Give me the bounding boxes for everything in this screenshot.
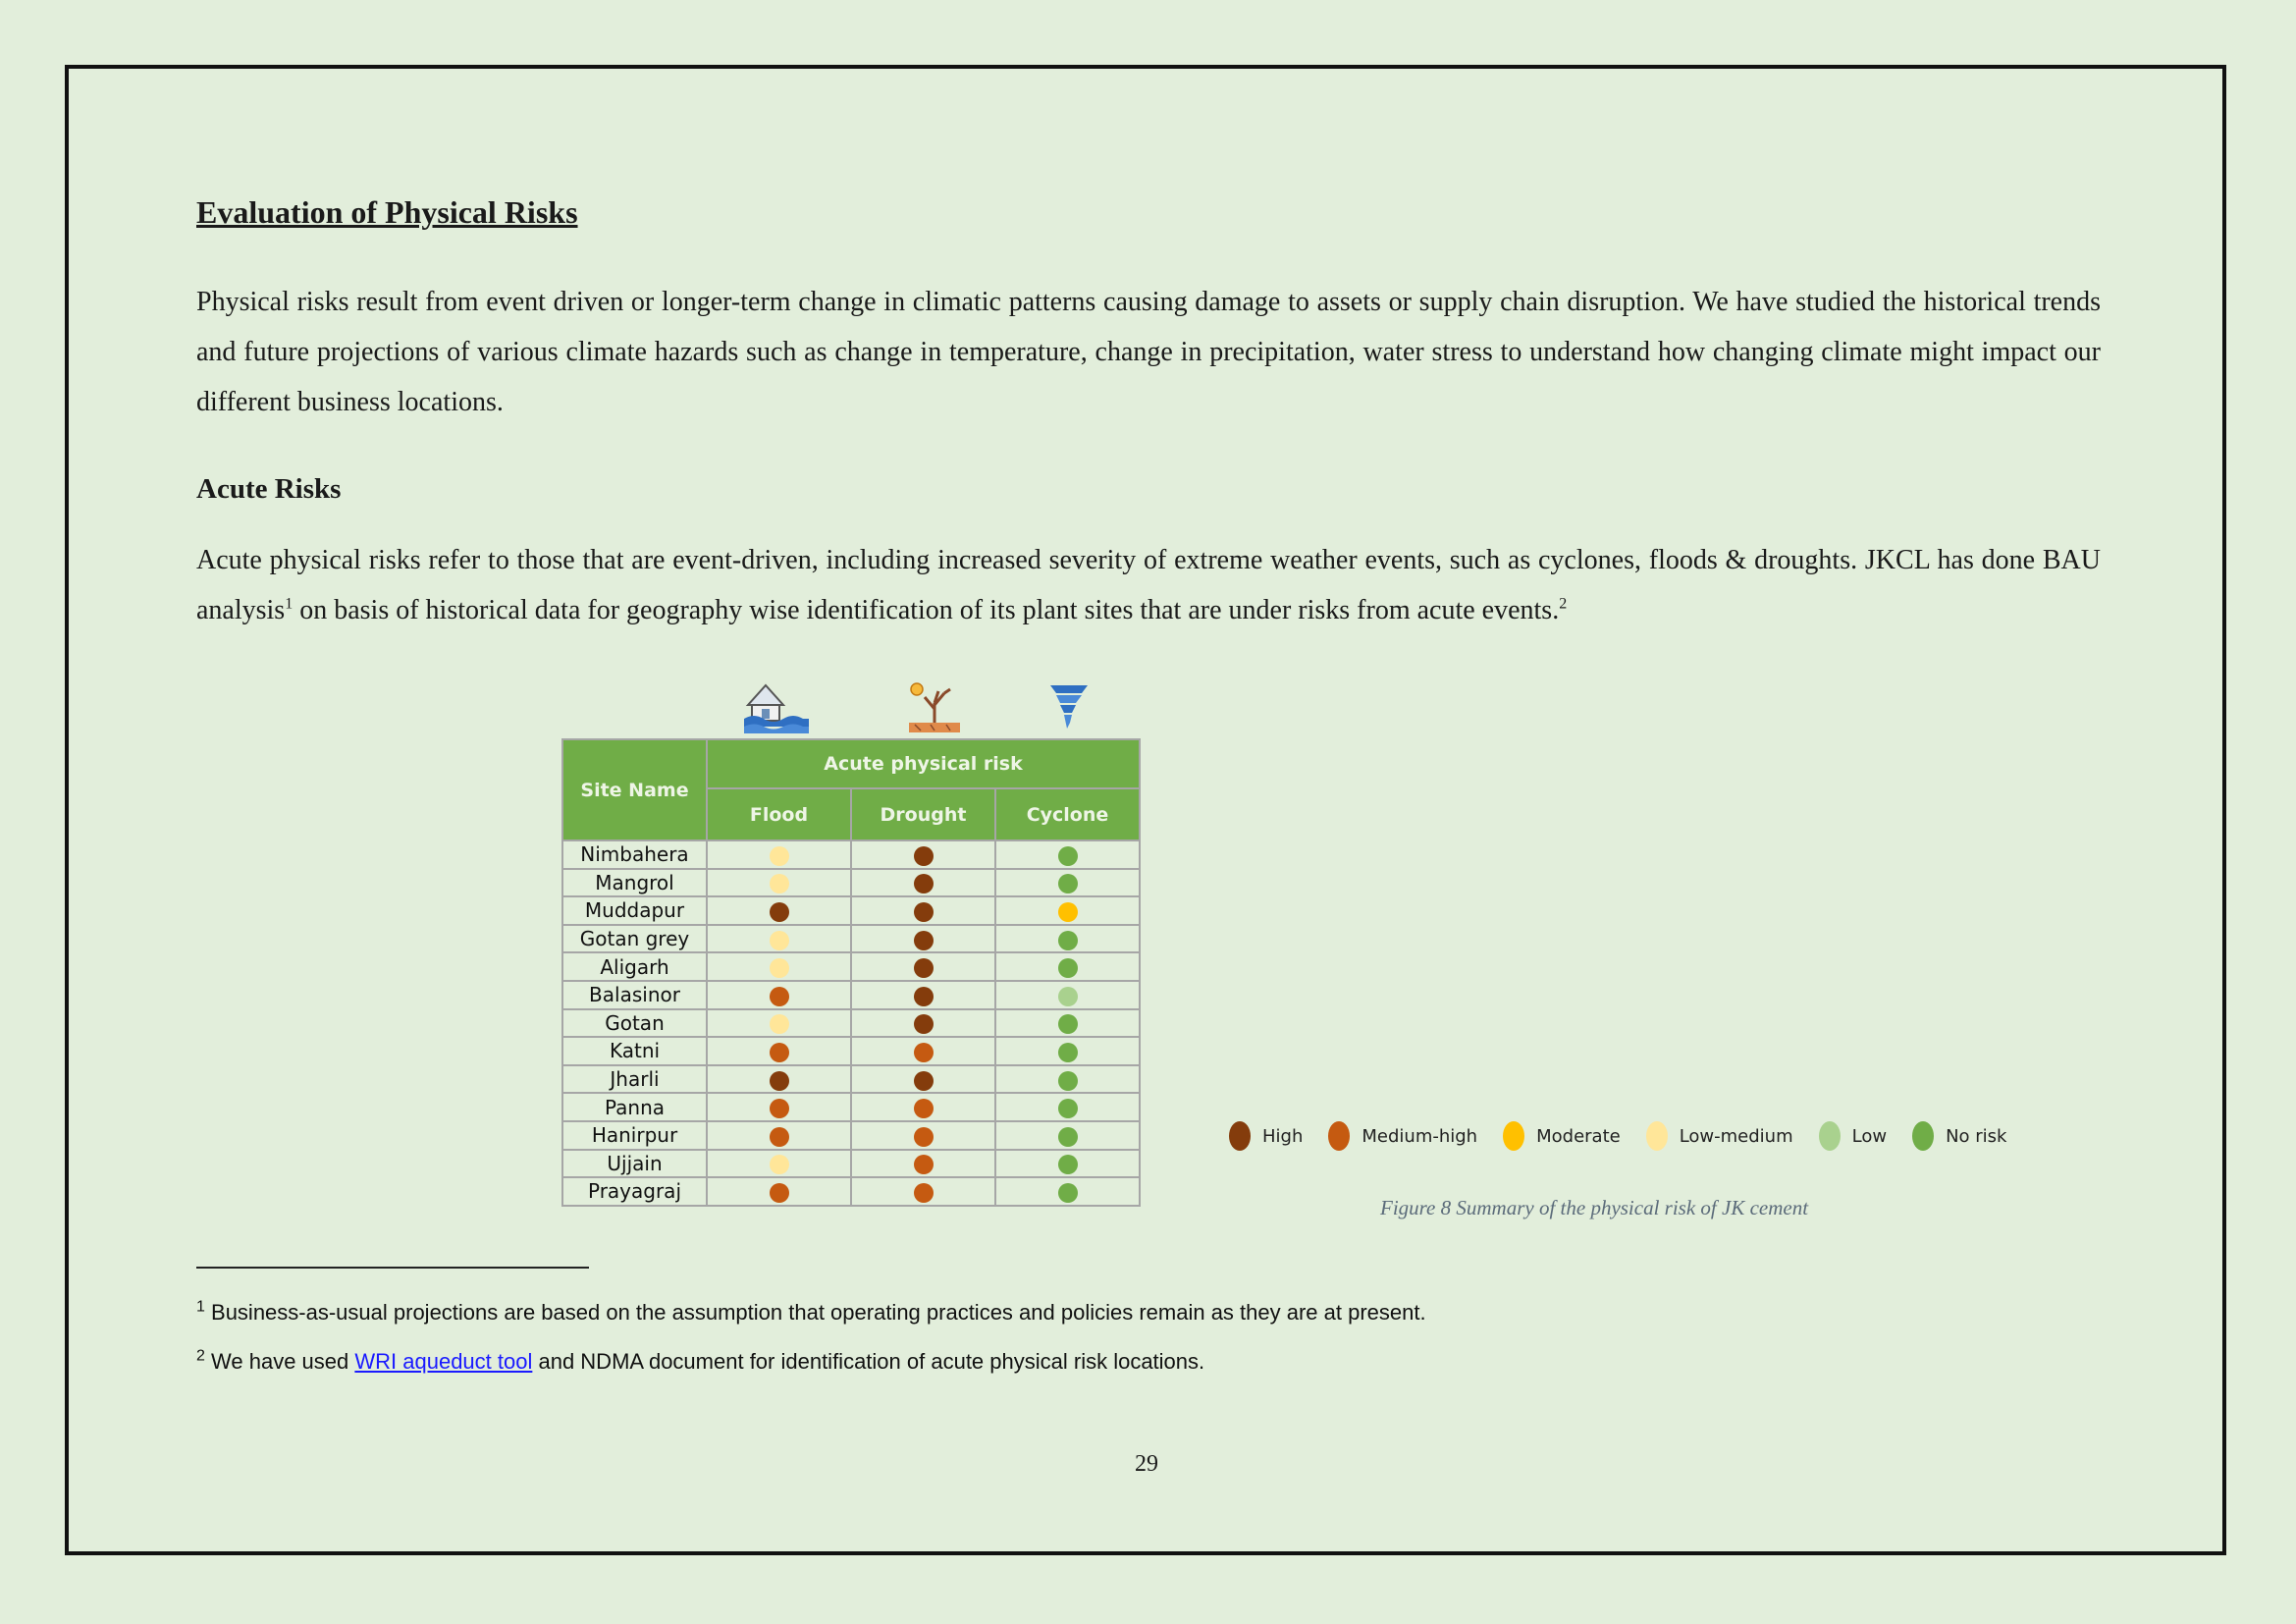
flood-risk-cell	[707, 896, 851, 925]
footnote-1	[196, 1300, 1426, 1326]
acute-risk-table	[561, 738, 1141, 1207]
footnote-1-mark: 1	[196, 1298, 205, 1316]
drought-risk-cell	[851, 1093, 995, 1121]
cyclone-risk-cell	[995, 952, 1140, 981]
table-row	[562, 869, 1140, 897]
table-row	[562, 1037, 1140, 1065]
risk-dot-no-risk	[1058, 958, 1078, 978]
risk-dot-high	[914, 987, 934, 1006]
cyclone-risk-cell	[995, 869, 1140, 897]
risk-table-body	[562, 840, 1140, 1206]
risk-dot-no-risk	[1058, 846, 1078, 866]
page-number: 29	[1135, 1451, 1158, 1477]
risk-dot-low-medium	[770, 874, 789, 893]
risk-dot-no-risk	[1058, 931, 1078, 950]
site-name-cell: Aligarh	[562, 952, 707, 981]
table-row	[562, 1177, 1140, 1206]
risk-dot-no-risk	[1058, 1014, 1078, 1034]
risk-dot-high	[914, 931, 934, 950]
legend-label: High	[1262, 1125, 1304, 1147]
risk-dot-medium-high	[770, 1183, 789, 1203]
risk-dot-no-risk	[1058, 1099, 1078, 1118]
drought-risk-cell	[851, 1150, 995, 1178]
intro-paragraph: Physical risks result from event driven or longer-term change in climatic patterns causing damage to assets or supply chain disruption. We have studied the historical trends and future projections of various climate hazards such as change in temperature, change in precipitation, water stress to understand how changing climate might impact our different business locations.	[196, 287, 2101, 417]
risk-legend	[1229, 1121, 2032, 1151]
legend-dot	[1503, 1121, 1524, 1151]
drought-risk-cell	[851, 1065, 995, 1094]
flood-risk-cell	[707, 869, 851, 897]
risk-dot-low-medium	[770, 931, 789, 950]
legend-item-moderate	[1503, 1121, 1621, 1151]
flood-risk-cell	[707, 1065, 851, 1094]
risk-dot-no-risk	[1058, 1043, 1078, 1062]
flood-risk-cell	[707, 1093, 851, 1121]
cyclone-risk-cell	[995, 981, 1140, 1009]
site-name-cell: Prayagraj	[562, 1177, 707, 1206]
risk-dot-no-risk	[1058, 874, 1078, 893]
cyclone-risk-cell	[995, 925, 1140, 953]
risk-dot-high	[914, 874, 934, 893]
table-row	[562, 896, 1140, 925]
acute-risk-header: Acute physical risk	[707, 739, 1140, 788]
footnote-2	[196, 1349, 1204, 1375]
table-row	[562, 840, 1140, 869]
risk-dot-medium-high	[914, 1155, 934, 1174]
wri-aqueduct-link[interactable]: WRI aqueduct tool	[354, 1349, 533, 1374]
flood-icon	[742, 679, 811, 734]
legend-item-low-medium	[1646, 1121, 1793, 1151]
legend-label: No risk	[1946, 1125, 2007, 1147]
risk-dot-high	[914, 1071, 934, 1091]
cyclone-icon	[1046, 679, 1092, 731]
flood-risk-cell	[707, 952, 851, 981]
risk-dot-low-medium	[770, 958, 789, 978]
site-name-cell: Ujjain	[562, 1150, 707, 1178]
site-name-cell: Gotan	[562, 1009, 707, 1038]
risk-dot-medium-high	[914, 1043, 934, 1062]
risk-dot-high	[914, 846, 934, 866]
site-name-cell: Panna	[562, 1093, 707, 1121]
flood-risk-cell	[707, 981, 851, 1009]
cyclone-risk-cell	[995, 840, 1140, 869]
cyclone-risk-cell	[995, 1093, 1140, 1121]
drought-risk-cell	[851, 952, 995, 981]
cyclone-header: Cyclone	[995, 788, 1140, 840]
drought-header: Drought	[851, 788, 995, 840]
drought-risk-cell	[851, 1037, 995, 1065]
legend-label: Medium-high	[1362, 1125, 1478, 1147]
legend-dot	[1229, 1121, 1251, 1151]
flood-risk-cell	[707, 1121, 851, 1150]
legend-item-high	[1229, 1121, 1303, 1151]
site-name-cell: Nimbahera	[562, 840, 707, 869]
risk-dot-no-risk	[1058, 1127, 1078, 1147]
flood-risk-cell	[707, 1037, 851, 1065]
cyclone-risk-cell	[995, 1177, 1140, 1206]
figure-caption: Figure 8 Summary of the physical risk of JK cement	[1380, 1196, 1809, 1219]
drought-risk-cell	[851, 981, 995, 1009]
legend-dot	[1912, 1121, 1934, 1151]
footnote-ref-1[interactable]: 1	[285, 595, 294, 613]
risk-dot-high	[770, 902, 789, 922]
risk-dot-medium-high	[770, 1043, 789, 1062]
flood-risk-cell	[707, 840, 851, 869]
acute-risks-paragraph	[196, 535, 2101, 635]
risk-dot-moderate	[1058, 902, 1078, 922]
risk-dot-low	[1058, 987, 1078, 1006]
legend-label: Moderate	[1536, 1125, 1621, 1147]
table-row	[562, 952, 1140, 981]
risk-dot-no-risk	[1058, 1071, 1078, 1091]
risk-dot-medium-high	[914, 1127, 934, 1147]
risk-dot-low-medium	[770, 846, 789, 866]
drought-risk-cell	[851, 1121, 995, 1150]
drought-risk-cell	[851, 1009, 995, 1038]
acute-text-part2: on basis of historical data for geography wise identification of its plant sites that are under risks from acute events.	[293, 595, 1560, 625]
risk-dot-no-risk	[1058, 1183, 1078, 1203]
flood-header: Flood	[707, 788, 851, 840]
flood-risk-cell	[707, 1177, 851, 1206]
legend-dot	[1819, 1121, 1841, 1151]
table-row	[562, 1150, 1140, 1178]
footnote-separator	[196, 1267, 589, 1269]
cyclone-risk-cell	[995, 896, 1140, 925]
legend-dot	[1328, 1121, 1350, 1151]
table-row	[562, 1121, 1140, 1150]
table-row	[562, 1065, 1140, 1094]
drought-risk-cell	[851, 840, 995, 869]
site-name-cell: Gotan grey	[562, 925, 707, 953]
footnote-2-mark: 2	[196, 1347, 205, 1365]
page-heading: Evaluation of Physical Risks	[196, 194, 578, 230]
risk-dot-low-medium	[770, 1155, 789, 1174]
risk-dot-high	[914, 1014, 934, 1034]
cyclone-risk-cell	[995, 1150, 1140, 1178]
footnote-2-before: We have used	[204, 1349, 355, 1374]
table-row	[562, 1093, 1140, 1121]
footnote-ref-2[interactable]: 2	[1559, 595, 1568, 613]
legend-item-low	[1819, 1121, 1887, 1151]
cyclone-risk-cell	[995, 1037, 1140, 1065]
risk-dot-high	[914, 902, 934, 922]
site-name-cell: Balasinor	[562, 981, 707, 1009]
risk-dot-medium-high	[770, 1099, 789, 1118]
flood-risk-cell	[707, 1150, 851, 1178]
footnote-2-after: and NDMA document for identification of acute physical risk locations.	[532, 1349, 1205, 1374]
site-name-cell: Hanirpur	[562, 1121, 707, 1150]
drought-risk-cell	[851, 1177, 995, 1206]
legend-item-medium-high	[1328, 1121, 1477, 1151]
risk-dot-medium-high	[770, 987, 789, 1006]
table-row	[562, 925, 1140, 953]
flood-risk-cell	[707, 1009, 851, 1038]
risk-dot-medium-high	[914, 1099, 934, 1118]
legend-label: Low	[1851, 1125, 1888, 1147]
drought-risk-cell	[851, 896, 995, 925]
legend-label: Low-medium	[1679, 1125, 1793, 1147]
legend-item-no-risk	[1912, 1121, 2006, 1151]
table-row	[562, 981, 1140, 1009]
risk-dot-no-risk	[1058, 1155, 1078, 1174]
flood-risk-cell	[707, 925, 851, 953]
site-name-cell: Mangrol	[562, 869, 707, 897]
cyclone-risk-cell	[995, 1065, 1140, 1094]
site-name-cell: Muddapur	[562, 896, 707, 925]
footnote-1-text: Business-as-usual projections are based on the assumption that operating practices and policies remain as they are at present.	[204, 1300, 1426, 1325]
drought-icon	[905, 679, 964, 734]
cyclone-risk-cell	[995, 1121, 1140, 1150]
drought-risk-cell	[851, 869, 995, 897]
cyclone-risk-cell	[995, 1009, 1140, 1038]
risk-dot-high	[914, 958, 934, 978]
site-name-header: Site Name	[562, 739, 707, 840]
acute-risks-heading: Acute Risks	[196, 473, 342, 505]
drought-risk-cell	[851, 925, 995, 953]
site-name-cell: Jharli	[562, 1065, 707, 1094]
acute-text-part1: Acute physical risks refer to those that are event-driven, including increased severity of extreme weather events, such as cyclones, floods & droughts. JKCL has done BAU analysis	[196, 545, 2101, 625]
site-name-cell: Katni	[562, 1037, 707, 1065]
table-row	[562, 1009, 1140, 1038]
risk-dot-medium-high	[770, 1127, 789, 1147]
risk-dot-medium-high	[914, 1183, 934, 1203]
legend-dot	[1646, 1121, 1668, 1151]
risk-dot-low-medium	[770, 1014, 789, 1034]
risk-dot-high	[770, 1071, 789, 1091]
